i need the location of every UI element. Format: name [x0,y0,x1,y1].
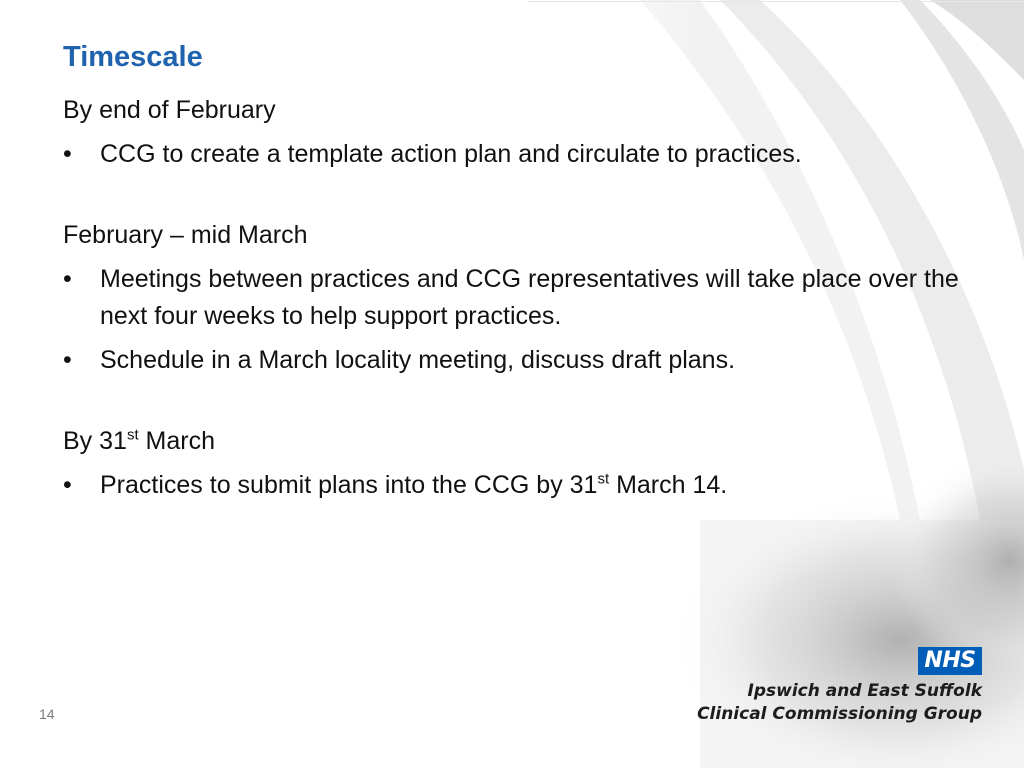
section-heading-end-february: By end of February [63,96,276,124]
bullet-list-by-31st-march [63,467,963,504]
heading-prefix: By 31 [63,427,127,455]
bullet-marker: • [63,471,72,499]
bullet-text-prefix: Practices to submit plans into the CCG by 31 [100,471,598,499]
bullet-text: Schedule in a March locality meeting, discuss draft plans. [100,346,736,374]
bullet-item [63,261,963,335]
logo-org-line-1: Ipswich and East Suffolk [747,681,982,701]
slide-body [63,92,963,511]
bullet-list-end-february [63,136,963,173]
heading-superscript: st [126,426,139,444]
nhs-ccg-logo [640,645,984,730]
section-heading-by-31st-march [63,423,963,460]
bullet-marker: • [63,346,72,374]
nhs-badge: NHS [918,647,982,675]
heading-suffix: March [138,427,216,455]
slide-title: Timescale [63,41,203,73]
page-number: 14 [39,706,55,722]
bullet-text [100,471,727,499]
bullet-item [63,467,963,504]
bullet-text: CCG to create a template action plan and circulate to practices. [100,140,802,168]
bullet-text-suffix: March 14. [609,471,728,499]
bullet-superscript: st [597,470,610,488]
bullet-text: Meetings between practices and CCG representatives will take place over the next four weeks to help support practices. [100,265,959,330]
logo-org-line-2: Clinical Commissioning Group [697,704,982,724]
bullet-list-feb-mid-march [63,261,963,379]
bullet-marker: • [63,140,72,168]
bullet-item [63,342,963,379]
section-heading-feb-mid-march: February – mid March [63,221,308,249]
top-rule [528,1,1024,2]
bullet-item [63,136,963,173]
bullet-marker: • [63,265,72,293]
